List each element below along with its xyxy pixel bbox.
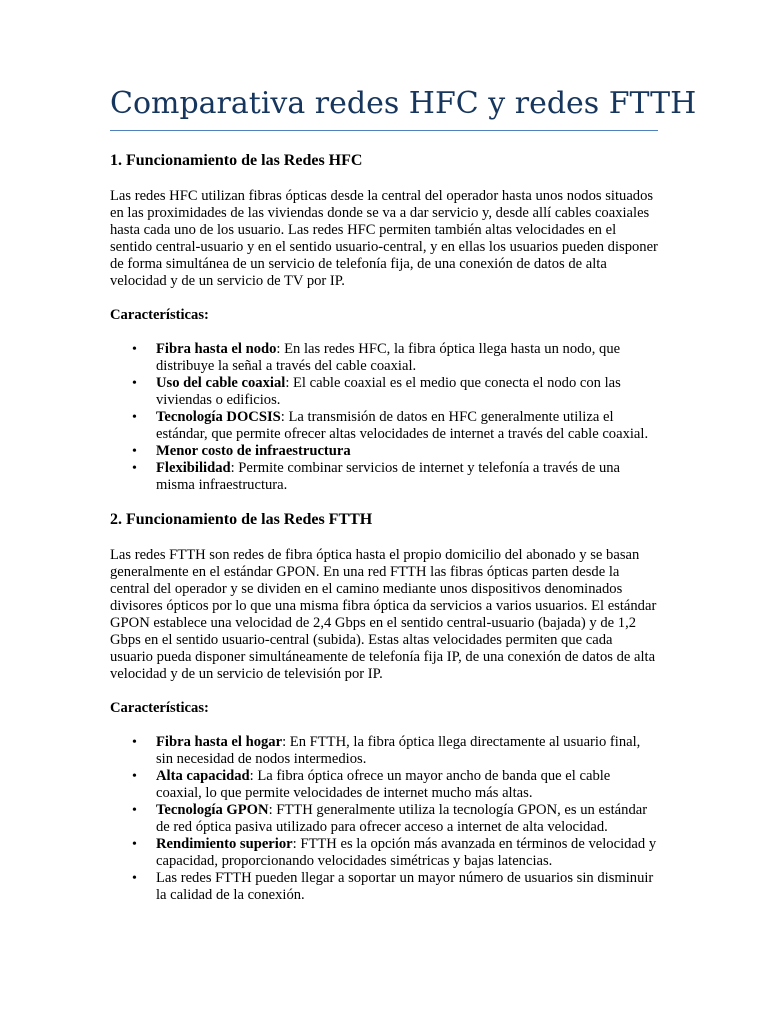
features-label-ftth: Características: xyxy=(110,700,209,716)
item-text: : La fibra óptica ofrece un mayor ancho de banda que el cable coaxial, lo que permite velocidades de internet mucho más altas. xyxy=(156,768,611,801)
item-term: Rendimiento superior xyxy=(156,836,293,852)
bullet-icon: • xyxy=(132,769,137,784)
list-item xyxy=(132,341,658,375)
item-text: : En FTTH, la fibra óptica llega directamente al usuario final, sin necesidad de nodos intermedios. xyxy=(156,734,641,767)
list-item xyxy=(132,409,658,443)
section-paragraph-ftth: Las redes FTTH son redes de fibra óptica hasta el propio domicilio del abonado y se basan generalmente en el estándar GPON. En una red FTTH las fibras ópticas parten desde la central del operador y se dividen en el camino mediante unos dispositivos denominados divisores ópticos por lo que una misma fibra óptica da servicios a varios usuarios. El estándar GPON establece una velocidad de 2,4 Gbps en el sentido central-usuario (bajada) y de 1,2 Gbps en el sentido usuario-central (subida). Estas altas velocidades permiten que cada usuario pueda disponer simultáneamente de telefonía fija IP, de una conexión de datos de alta velocidad y de un servicio de televisión por IP. xyxy=(110,547,657,682)
item-text: Las redes FTTH pueden llegar a soportar un mayor número de usuarios sin disminuir la calidad de la conexión. xyxy=(156,870,654,903)
list-item xyxy=(132,734,658,768)
list-item xyxy=(132,375,658,409)
list-item xyxy=(132,802,658,836)
list-item xyxy=(132,836,658,870)
section-paragraph-hfc: Las redes HFC utilizan fibras ópticas desde la central del operador hasta unos nodos situados en las proximidades de las viviendas donde se va a dar servicio y, desde allí cables coaxiales hasta cada uno de los usuario. Las redes HFC permiten también altas velocidades en el sentido central-usuario y en el sentido usuario-central, y en ellas los usuarios pueden disponer de forma simultánea de un servicio de telefonía fija, de una conexión de datos de alta velocidad y de un servicio de TV por IP. xyxy=(110,188,658,289)
document-title: Comparativa redes HFC y redes FTTH xyxy=(110,84,658,131)
features-list-ftth xyxy=(110,734,658,904)
bullet-icon: • xyxy=(132,735,137,750)
document-body xyxy=(110,84,697,904)
list-item xyxy=(132,443,658,460)
list-item xyxy=(132,768,658,802)
item-text: : En las redes HFC, la fibra óptica llega hasta un nodo, que distribuye la señal a través del cable coaxial. xyxy=(156,341,621,374)
item-term: Fibra hasta el nodo xyxy=(156,341,277,357)
item-text: : FTTH es la opción más avanzada en términos de velocidad y capacidad, proporcionando velocidades simétricas y bajas latencias. xyxy=(156,836,657,869)
item-term: Fibra hasta el hogar xyxy=(156,734,283,750)
list-item xyxy=(132,460,658,494)
list-item xyxy=(132,870,658,904)
section-heading-hfc: 1. Funcionamiento de las Redes HFC xyxy=(110,152,363,169)
item-term: Alta capacidad xyxy=(156,768,250,784)
features-label-hfc: Características: xyxy=(110,307,209,323)
bullet-icon: • xyxy=(132,410,137,425)
item-term: Flexibilidad xyxy=(156,460,231,476)
features-list-hfc xyxy=(110,341,658,494)
bullet-icon: • xyxy=(132,444,137,459)
item-term: Tecnología DOCSIS xyxy=(156,409,281,425)
bullet-icon: • xyxy=(132,871,137,886)
bullet-icon: • xyxy=(132,376,137,391)
item-text: : FTTH generalmente utiliza la tecnología GPON, es un estándar de red óptica pasiva utilizado para ofrecer acceso a internet de alta velocidad. xyxy=(156,802,648,835)
item-text: : Permite combinar servicios de internet y telefonía a través de una misma infraestructura. xyxy=(156,460,621,493)
item-term: Tecnología GPON xyxy=(156,802,269,818)
item-text: : La transmisión de datos en HFC generalmente utiliza el estándar, que permite ofrecer altas velocidades de internet a través del cable coaxial. xyxy=(156,409,649,442)
bullet-icon: • xyxy=(132,342,137,357)
bullet-icon: • xyxy=(132,803,137,818)
bullet-icon: • xyxy=(132,461,137,476)
section-heading-ftth: 2. Funcionamiento de las Redes FTTH xyxy=(110,511,373,528)
item-text: : El cable coaxial es el medio que conecta el nodo con las viviendas o edificios. xyxy=(156,375,621,408)
item-term: Menor costo de infraestructura xyxy=(156,443,351,459)
bullet-icon: • xyxy=(132,837,137,852)
item-term: Uso del cable coaxial xyxy=(156,375,286,391)
